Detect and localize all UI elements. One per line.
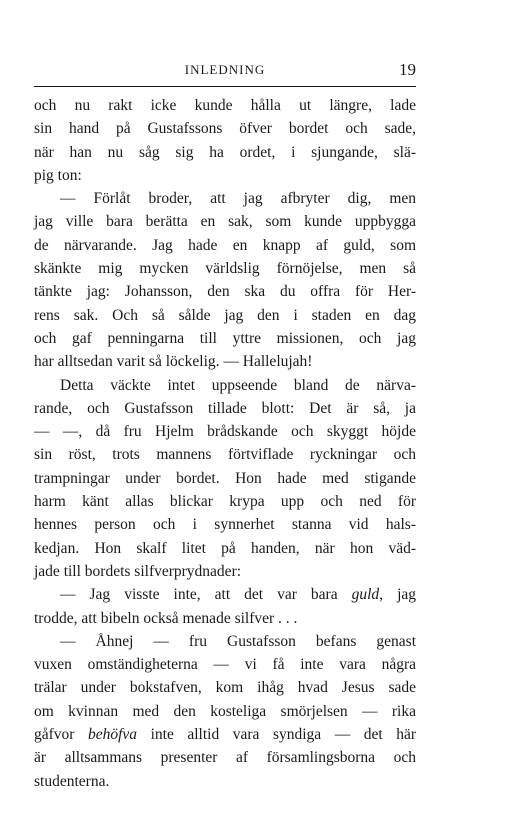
text-line: rande, och Gustafsson tillade blott: Det är så, ja bbox=[34, 399, 416, 417]
text-run: jag bbox=[383, 586, 416, 604]
text-line: trälar under bokstafven, kom ihåg hvad Jesus sade bbox=[34, 679, 416, 697]
text-line: sin hand på Gustafssons öfver bordet och sade, bbox=[34, 120, 416, 138]
text-line: hennes person och i synnerhet stanna vid hals- bbox=[34, 516, 416, 534]
running-title: INLEDNING bbox=[184, 62, 266, 77]
text-line bbox=[34, 723, 416, 746]
text-line: har alltsedan varit så löckelig. — Hallelujah! bbox=[34, 353, 313, 371]
page-number: 19 bbox=[399, 60, 416, 79]
text-line: är alltsammans presenter af församlingsborna och bbox=[34, 749, 416, 767]
text-run: — Jag visste inte, att det var bara bbox=[60, 586, 352, 604]
text-line: — Förlåt broder, att jag afbryter dig, men bbox=[60, 190, 416, 208]
text-line: de närvarande. Jag hade en knapp af guld, som bbox=[34, 236, 416, 254]
text-line: jade till bordets silfverprydnader: bbox=[34, 562, 242, 580]
text-line: pig ton: bbox=[34, 166, 82, 184]
text-line: sin röst, trots mannens förtviflade ryckningar och bbox=[34, 446, 416, 464]
text-line: och gaf penningarna till yttre missionen, och jag bbox=[34, 329, 416, 347]
text-line: trampningar under bordet. Hon hade med stigande bbox=[34, 469, 416, 487]
text-line bbox=[34, 583, 416, 606]
text-line: när han nu såg sig ha ordet, i sjungande, slä- bbox=[34, 143, 416, 161]
text-line: harm känt allas blickar krypa upp och ned för bbox=[34, 493, 416, 511]
text-line: rens sak. Och så sålde jag den i staden en dag bbox=[34, 306, 416, 324]
body-text bbox=[34, 94, 416, 793]
text-line: tänkte jag: Johansson, den ska du offra för Her- bbox=[34, 283, 416, 301]
text-line: jag ville bara berätta en sak, som kunde uppbygga bbox=[34, 213, 416, 231]
text-line: om kvinnan med den kosteliga smörjelsen — rika bbox=[34, 702, 416, 720]
text-line: — —, då fru Hjelm brådskande och skyggt höjde bbox=[34, 423, 416, 441]
text-run: gåfvor bbox=[34, 726, 88, 744]
text-run: inte alltid vara syndiga — det här bbox=[137, 726, 416, 744]
text-line: och nu rakt icke kunde hålla ut längre, lade bbox=[34, 97, 416, 114]
text-line: vuxen omständigheterna — vi få inte vara några bbox=[34, 656, 416, 674]
italic-word: behöfva bbox=[87, 726, 138, 744]
header-rule bbox=[34, 86, 416, 87]
text-line: kedjan. Hon skalf litet på handen, när hon väd- bbox=[34, 539, 416, 557]
text-line: studenterna. bbox=[34, 772, 110, 790]
text-line: skänkte mig mycken världslig förnöjelse, men så bbox=[34, 260, 416, 278]
text-line: — Åhnej — fru Gustafsson befans genast bbox=[60, 632, 416, 650]
text-line: trodde, att bibeln också menade silfver . . . bbox=[34, 609, 298, 627]
text-line: Detta väckte intet uppseende bland de närva- bbox=[60, 376, 416, 394]
running-head bbox=[34, 62, 416, 84]
italic-word: guld, bbox=[351, 586, 384, 604]
